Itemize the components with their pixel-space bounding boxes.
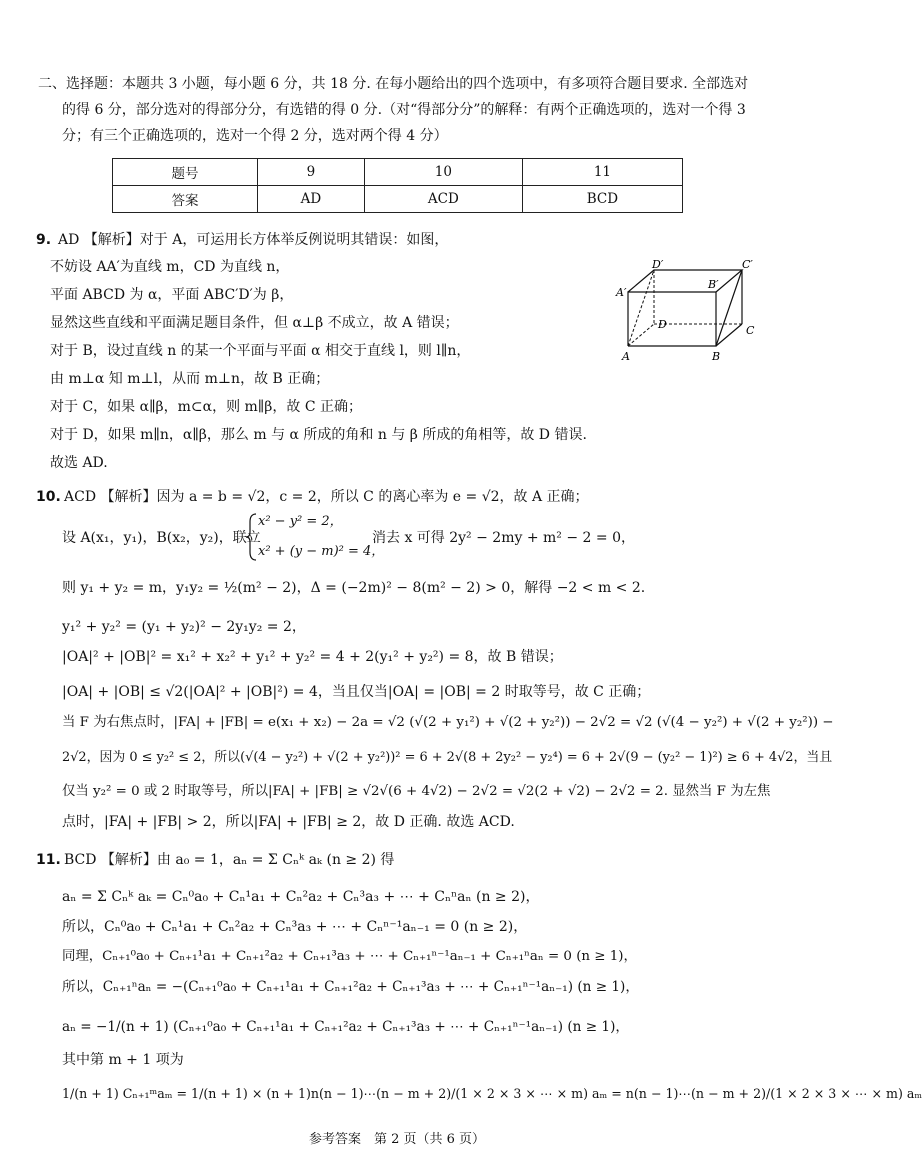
q9-line: AD 【解析】对于 A，可运用长方体举反例说明其错误：如图， [58, 232, 449, 248]
table-row [113, 159, 683, 186]
q9-line: 对于 C，如果 α∥β，m⊂α，则 m∥β，故 C 正确； [50, 399, 362, 415]
system-brace [246, 512, 258, 562]
q10-line: 消去 x 可得 2y² − 2my + m² − 2 = 0， [372, 530, 635, 546]
q10-line: |OA| + |OB| ≤ √2(|OA|² + |OB|²) = 4，当且仅当|OA| = |OB| = 2 时取等号，故 C 正确； [62, 684, 651, 700]
table-row [113, 186, 683, 213]
q11-line: 其中第 m + 1 项为 [62, 1052, 184, 1068]
label-a-prime: A′ [616, 286, 627, 299]
q11-line: aₙ = Σ Cₙᵏ aₖ = Cₙ⁰a₀ + Cₙ¹a₁ + Cₙ²a₂ + Cₙ³a₃ + ⋯ + Cₙⁿaₙ (n ≥ 2)， [62, 889, 540, 905]
label-b-prime: B′ [708, 278, 719, 291]
q11-line: aₙ = −1/(n + 1) (Cₙ₊₁⁰a₀ + Cₙ₊₁¹a₁ + Cₙ₊₁²a₂ + Cₙ₊₁³a₃ + ⋯ + Cₙ₊₁ⁿ⁻¹aₙ₋₁) (n ≥ 1)， [62, 1019, 629, 1035]
q11-line: 所以，Cₙ₊₁ⁿaₙ = −(Cₙ₊₁⁰a₀ + Cₙ₊₁¹a₁ + Cₙ₊₁²a₂ + Cₙ₊₁³a₃ + ⋯ + Cₙ₊₁ⁿ⁻¹aₙ₋₁) (n ≥ 1)， [62, 979, 639, 995]
q9-line: 平面 ABCD 为 α，平面 ABC′D′为 β， [50, 287, 294, 303]
table-cell: BCD [522, 186, 682, 213]
q9-line: 不妨设 AA′为直线 m，CD 为直线 n， [50, 259, 290, 275]
q10-line: 仅当 y₂² = 0 或 2 时取等号，所以|FA| + |FB| ≥ √2√(6 + 4√2) − 2√2 = √2(2 + √2) − 2√2 = 2. 显然当 F 为左焦 [62, 784, 771, 799]
table-cell: 11 [522, 159, 682, 186]
section-header-line2: 的得 6 分，部分选对的得部分分，有选错的得 0 分.（对“得部分分”的解释：有两个正确选项的，选对一个得 3 [62, 102, 746, 118]
q11-number: 11. [36, 852, 61, 868]
q10-line: 点时，|FA| + |FB| > 2，所以|FA| + |FB| ≥ 2，故 D 正确. 故选 ACD. [62, 814, 515, 830]
q10-line: |OA|² + |OB|² = x₁² + x₂² + y₁² + y₂² = 4 + 2(y₁² + y₂²) = 8，故 B 错误； [62, 649, 563, 665]
q10-line: 当 F 为右焦点时，|FA| + |FB| = e(x₁ + x₂) − 2a = √2 (√(2 + y₁²) + √(2 + y₂²)) − 2√2 = √2 (√(4 − y₂²) + √(2 + y₂²)) − [62, 715, 834, 730]
q9-number: 9. [36, 232, 52, 248]
q11-line: 同理，Cₙ₊₁⁰a₀ + Cₙ₊₁¹a₁ + Cₙ₊₁²a₂ + Cₙ₊₁³a₃ + ⋯ + Cₙ₊₁ⁿ⁻¹aₙ₋₁ + Cₙ₊₁ⁿaₙ = 0 (n ≥ 1)， [62, 949, 637, 964]
label-d-prime: D′ [652, 258, 664, 271]
table-cell: 9 [258, 159, 365, 186]
system-eq2: x² + (y − m)² = 4， [258, 544, 385, 559]
q9-line: 对于 B，设过直线 n 的某一个平面与平面 α 相交于直线 l，则 l∥n， [50, 343, 471, 359]
system-eq1: x² − y² = 2， [258, 514, 343, 529]
table-cell: 答案 [113, 186, 258, 213]
label-d: D [658, 318, 667, 331]
q11-line: BCD 【解析】由 a₀ = 1，aₙ = Σ Cₙᵏ aₖ (n ≥ 2) 得 [64, 852, 395, 868]
section-header-line3: 分；有三个正确选项的，选对一个得 2 分，选对两个得 4 分） [62, 128, 448, 144]
answer-table [112, 158, 683, 213]
q10-line: 2√2，因为 0 ≤ y₂² ≤ 2，所以(√(4 − y₂²) + √(2 + y₂²))² = 6 + 2√(8 + 2y₂² − y₂⁴) = 6 + 2√(9 − (y₂² − 1)²) ≥ 6 + 4√2，当且 [62, 750, 833, 765]
q11-line: 所以，Cₙ⁰a₀ + Cₙ¹a₁ + Cₙ²a₂ + Cₙ³a₃ + ⋯ + Cₙⁿ⁻¹aₙ₋₁ = 0 (n ≥ 2)， [62, 919, 528, 935]
q10-line: 则 y₁ + y₂ = m，y₁y₂ = ½(m² − 2)，Δ = (−2m)² − 8(m² − 2) > 0，解得 −2 < m < 2. [62, 580, 646, 596]
q9-line: 显然这些直线和平面满足题目条件，但 α⊥β 不成立，故 A 错误； [50, 315, 459, 331]
page-footer: 参考答案 第 2 页（共 6 页） [308, 1132, 486, 1147]
q9-line: 由 m⊥α 知 m⊥l，从而 m⊥n，故 B 正确； [50, 371, 330, 387]
label-b: B [712, 350, 721, 363]
table-cell: ACD [364, 186, 522, 213]
q10-line: 设 A(x₁，y₁)，B(x₂，y₂)，联立 [62, 530, 261, 546]
q11-line: 1/(n + 1) Cₙ₊₁ᵐaₘ = 1/(n + 1) × (n + 1)n(n − 1)⋯(n − m + 2)/(1 × 2 × 3 × ⋯ × m) aₘ = n(n − 1)⋯(n − m + 2)/(1 × 2 × 3 × ⋯ × m) aₘ [62, 1086, 922, 1101]
q10-line: y₁² + y₂² = (y₁ + y₂)² − 2y₁y₂ = 2， [62, 619, 306, 635]
section-header-line1: 二、选择题：本题共 3 小题，每小题 6 分，共 18 分. 在每小题给出的四个选项中，有多项符合题目要求. 全部选对 [38, 76, 749, 92]
label-c-prime: C′ [742, 258, 753, 271]
table-cell: 10 [364, 159, 522, 186]
q10-line: ACD 【解析】因为 a = b = √2，c = 2，所以 C 的离心率为 e = √2，故 A 正确； [64, 489, 589, 505]
q9-line: 对于 D，如果 m∥n，α∥β，那么 m 与 α 所成的角和 n 与 β 所成的角相等，故 D 错误. [50, 427, 587, 443]
table-cell: AD [258, 186, 365, 213]
q9-line: 故选 AD. [50, 455, 108, 471]
label-c: C [746, 324, 755, 337]
cuboid-figure [612, 258, 762, 368]
q10-number: 10. [36, 489, 61, 505]
table-cell: 题号 [113, 159, 258, 186]
label-a: A [622, 350, 630, 363]
